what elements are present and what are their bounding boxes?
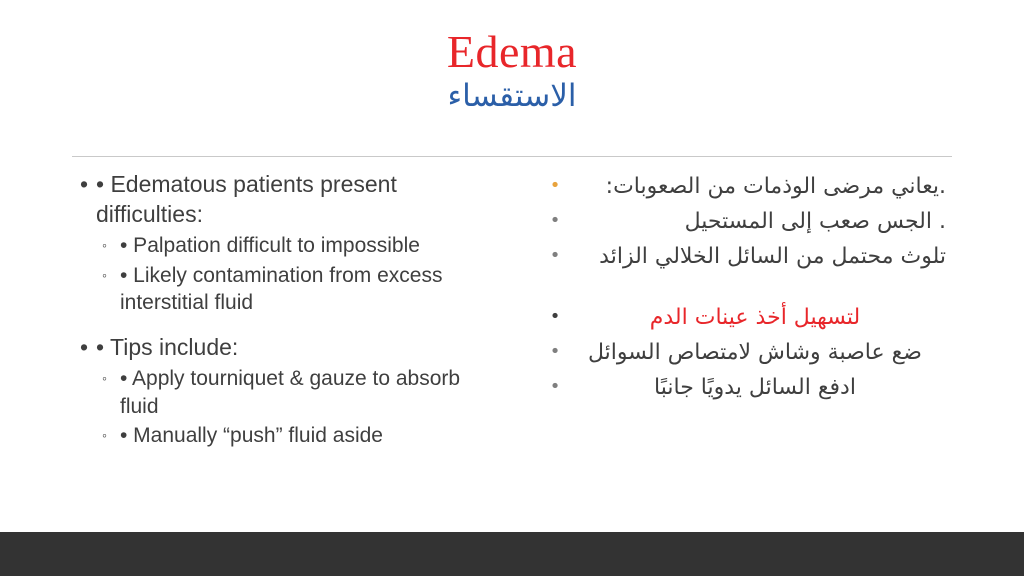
- bullet-icon: •: [549, 306, 561, 328]
- list-item-label: . الجس صعب إلى المستحيل: [684, 209, 946, 235]
- content-columns: [0, 170, 1024, 520]
- bullet-icon: •: [80, 171, 89, 197]
- circle-bullet-icon: ◦: [102, 266, 107, 283]
- list-item-label: • Tips include:: [96, 333, 239, 360]
- spacer: [546, 275, 946, 301]
- list-item: [80, 170, 470, 230]
- spacer: [80, 319, 470, 333]
- list-item-label: ضع عاصبة وشاش لامتصاص السوائل: [588, 340, 922, 366]
- page-title: Edema: [446, 26, 578, 77]
- bullet-icon: •: [549, 210, 561, 232]
- list-item-label: • Likely contamination from excess interstitial fluid: [120, 263, 443, 315]
- circle-bullet-icon: ◦: [102, 369, 107, 386]
- bullet-icon: •: [549, 245, 561, 267]
- bullet-icon: •: [549, 341, 561, 363]
- circle-bullet-icon: ◦: [102, 236, 107, 253]
- list-item: [102, 232, 470, 260]
- list-item: [546, 371, 946, 405]
- list-item-label: ادفع السائل يدويًا جانبًا: [654, 375, 856, 401]
- list-item: [80, 333, 470, 363]
- list-item-label: • Palpation difficult to impossible: [120, 233, 420, 257]
- slide-title-block: [0, 28, 1024, 115]
- list-item-label: .يعاني مرضى الوذمات من الصعوبات:: [605, 174, 946, 199]
- list-item: [102, 262, 470, 317]
- list-item: [546, 336, 946, 370]
- page-subtitle-arabic: الاستقساء: [447, 78, 577, 115]
- right-column-arabic: [546, 170, 946, 407]
- list-item: [546, 170, 946, 204]
- bullet-icon: •: [549, 376, 561, 398]
- list-item-label: تلوث محتمل من السائل الخلالي الزائد: [599, 244, 946, 270]
- title-divider: [72, 156, 952, 157]
- circle-bullet-icon: ◦: [102, 427, 107, 444]
- footer-bar: [0, 532, 1024, 576]
- list-item: [546, 205, 946, 239]
- list-item-label: • Edematous patients present difficulties:: [96, 171, 397, 227]
- list-item-label: • Manually “push” fluid aside: [120, 424, 383, 448]
- list-item: [546, 240, 946, 274]
- list-item: [102, 422, 470, 450]
- bullet-icon: •: [549, 175, 561, 196]
- left-column: [80, 170, 470, 452]
- bullet-icon: •: [80, 333, 89, 360]
- list-item: [546, 301, 946, 335]
- list-item: [102, 365, 470, 420]
- list-item-label: • Apply tourniquet & gauze to absorb fluid: [120, 366, 461, 418]
- list-item-label: لتسهيل أخذ عينات الدم: [649, 305, 861, 331]
